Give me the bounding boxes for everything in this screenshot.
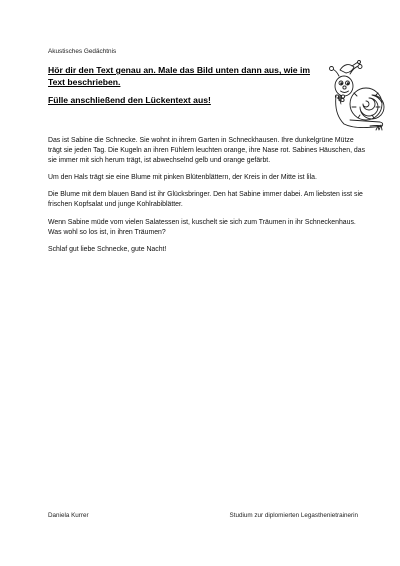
page-footer bbox=[48, 512, 358, 520]
instruction-line-3: Fülle anschließend den Lückentext aus! bbox=[48, 95, 211, 105]
instruction-title bbox=[48, 64, 358, 106]
instruction-line-1: Hör dir den Text genau an. Male das Bild unten dann aus, wie im bbox=[48, 65, 310, 75]
story-paragraph-5: Schlaf gut liebe Schnecke, gute Nacht! bbox=[48, 245, 167, 253]
story-text bbox=[48, 136, 366, 262]
instruction-line-2: Text beschrieben. bbox=[48, 77, 121, 87]
document-kicker: Akustisches Gedächtnis bbox=[48, 48, 117, 55]
story-paragraph-1: Das ist Sabine die Schnecke. Sie wohnt in ihrem Garten in Schneckhausen. Ihre dunkelgrüne Mütze trägt sie jeden Tag. Die Kugeln an ihren Fühlern leuchten orange, ihre Nase rot. Sabines Häuschen, das sie immer mit sich herum trägt, ist abwechselnd gelb und orange gefärbt. bbox=[48, 137, 366, 165]
story-paragraph-2: Um den Hals trägt sie eine Blume mit pinken Blütenblättern, der Kreis in der Mitte ist lila. bbox=[48, 174, 317, 182]
footer-program: Studium zur diplomierten Legasthenietrainerin bbox=[229, 512, 358, 519]
snail-icon bbox=[326, 60, 386, 132]
story-paragraph-4: Wenn Sabine müde vom vielen Salatessen ist, kuschelt sie sich zum Träumen in ihr Schneckenhaus. Was wohl so los ist, in ihren Träumen? bbox=[48, 218, 356, 236]
footer-author: Daniela Kurrer bbox=[48, 512, 89, 519]
story-paragraph-3: Die Blume mit dem blauen Band ist ihr Glücksbringer. Den hat Sabine immer dabei. Am liebsten isst sie frischen Kopfsalat und junge Kohlrabiblätter. bbox=[48, 191, 363, 209]
